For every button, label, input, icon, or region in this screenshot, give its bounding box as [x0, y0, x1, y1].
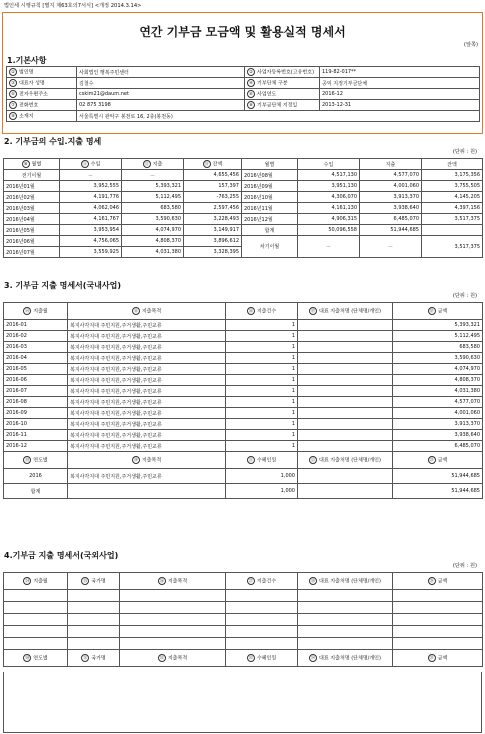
cell: 2016-09 — [4, 408, 68, 419]
cell — [298, 353, 393, 364]
cell: 1 — [226, 397, 298, 408]
header-cell: ⑮ 지출목적 — [68, 303, 226, 320]
cell: 복지사각지대 주민지원,주거생활,주민교류 — [68, 441, 226, 452]
circle-number-icon: ㉖ — [159, 578, 164, 583]
cell: 1 — [226, 419, 298, 430]
cell: 1 — [226, 320, 298, 331]
cell — [298, 408, 393, 419]
yearly-row — [4, 469, 483, 484]
circle-number-icon: ㉟ — [429, 655, 434, 660]
cell: 683,580 — [393, 342, 483, 353]
cell — [298, 469, 393, 484]
table-row — [4, 170, 483, 181]
cell: 1 — [226, 353, 298, 364]
cell: 3,559,925 — [60, 247, 122, 258]
carry-forward-cell: 차기이월 — [242, 236, 298, 258]
label-cell: ① 법인명 — [7, 67, 77, 78]
header-cell: ⑫ 지출 — [122, 159, 184, 170]
table-row — [4, 397, 483, 408]
cell: 합계 — [4, 484, 68, 499]
table-row — [4, 375, 483, 386]
cell: 3,938,640 — [393, 430, 483, 441]
cell: 4,074,970 — [393, 364, 483, 375]
circle-number-icon: ㉔ — [25, 578, 30, 583]
cell: － — [60, 170, 122, 181]
cell: 4,001,060 — [360, 181, 422, 192]
circle-number-6-icon: ⑥ — [247, 90, 255, 98]
header-cell: 지출 — [360, 159, 422, 170]
cell: 4,808,370 — [122, 236, 184, 247]
domestic-expense-table — [3, 302, 483, 499]
cell: 2016-07 — [4, 386, 68, 397]
value-cell: 02 875 3198 — [77, 100, 245, 111]
empty-row — [4, 626, 483, 638]
table-header-row — [4, 650, 483, 667]
cell: 5,112,495 — [122, 192, 184, 203]
table-row — [4, 320, 483, 331]
cell: 4,031,380 — [393, 386, 483, 397]
cell: 2016 — [4, 469, 68, 484]
cell: 복지사각지대 주민지원,주거생활,주민교류 — [68, 342, 226, 353]
circle-number-icon: ⑲ — [25, 457, 30, 462]
circle-number-icon: ㉙ — [429, 578, 434, 583]
cell — [298, 386, 393, 397]
circle-number-5-icon: ⑤ — [9, 90, 17, 98]
cell: 2016년05월 — [4, 225, 60, 236]
value-cell: 119-82-017** — [320, 67, 480, 78]
table-row — [4, 225, 483, 236]
income-expense-table — [3, 158, 483, 258]
table-row — [4, 353, 483, 364]
cell: 3,755,505 — [422, 181, 483, 192]
cell: 2016-08 — [4, 397, 68, 408]
section-2-unit: (단위 : 원) — [452, 149, 477, 155]
cell: 3,590,630 — [122, 214, 184, 225]
header-cell: ㉖ 지출목적 — [120, 573, 226, 590]
cell: 4,074,970 — [122, 225, 184, 236]
cell: 4,577,070 — [393, 397, 483, 408]
circle-number-icon: ㉚ — [25, 655, 30, 660]
cell: 4,306,070 — [298, 192, 360, 203]
label-cell: ④ 기부단체 구분 — [245, 78, 320, 89]
cell: 4,517,130 — [298, 170, 360, 181]
table-row — [4, 181, 483, 192]
cell: 2016년09월 — [242, 181, 298, 192]
cell — [298, 375, 393, 386]
cell: 2016년08월 — [242, 170, 298, 181]
label-cell: ⑥ 사업연도 — [245, 89, 320, 100]
cell: 1 — [226, 364, 298, 375]
total-label-cell: 합계 — [242, 225, 298, 236]
cell — [298, 397, 393, 408]
table-row — [4, 342, 483, 353]
header-cell: 월별 — [242, 159, 298, 170]
cell — [298, 342, 393, 353]
cell: 1 — [226, 331, 298, 342]
label-cell: ⑤ 전자우편주소 — [7, 89, 77, 100]
circle-number-8-icon: ⑧ — [247, 101, 255, 109]
cell: 3,517,375 — [422, 214, 483, 225]
cell: 51,944,685 — [393, 469, 483, 484]
circle-number-icon: ㉑ — [248, 457, 253, 462]
cell: 2016-03 — [4, 342, 68, 353]
cell: 1 — [226, 375, 298, 386]
header-cell: ⑰ 대표 지출처명 (단체명/개인) — [298, 303, 393, 320]
cell: 2016년06월 — [4, 236, 60, 247]
value-cell: 사회법인 행복주민센터 — [77, 67, 245, 78]
cell: 2016년07월 — [4, 247, 60, 258]
table-row — [4, 214, 483, 225]
cell: 4,577,070 — [360, 170, 422, 181]
cell: － — [122, 170, 184, 181]
circle-number-2-icon: ② — [247, 68, 255, 76]
circle-number-icon: ⑳ — [133, 457, 138, 462]
cell: 6,485,070 — [360, 214, 422, 225]
cell: 3,228,493 — [184, 214, 242, 225]
header-cell: ㉘ 대표 지출처명 (단체명/개인) — [298, 573, 393, 590]
header-cell: ㉟ 금액 — [393, 650, 483, 667]
section-3-unit: (단위 : 원) — [452, 293, 477, 299]
cell: 3,175,356 — [422, 170, 483, 181]
cell: 1,000 — [226, 469, 298, 484]
cell: 3,896,612 — [184, 236, 242, 247]
header-cell: ⑱ 금액 — [393, 303, 483, 320]
empty-row — [4, 590, 483, 602]
cell: 1 — [226, 342, 298, 353]
value-cell: cskim21@daum.net — [77, 89, 245, 100]
cell: 4,655,456 — [184, 170, 242, 181]
header-cell: 수입 — [298, 159, 360, 170]
cell: 4,031,380 — [122, 247, 184, 258]
circle-number-icon: ⑩ — [22, 160, 30, 168]
basic-info-table — [6, 66, 480, 122]
cell — [298, 430, 393, 441]
cell: 3,913,370 — [360, 192, 422, 203]
label-cell: ⑦ 전화번호 — [7, 100, 77, 111]
cell: 4,062,046 — [60, 203, 122, 214]
value-cell: 공익 지정기부금단체 — [320, 78, 480, 89]
cell: 6,485,070 — [393, 441, 483, 452]
cell: 3,517,375 — [422, 236, 483, 258]
cell: 157,397 — [184, 181, 242, 192]
cell: 1 — [226, 441, 298, 452]
cell: 복지사각지대 주민지원,주거생활,주민교류 — [68, 364, 226, 375]
cell — [298, 419, 393, 430]
cell: 3,952,555 — [60, 181, 122, 192]
cell: 2016년04월 — [4, 214, 60, 225]
cell — [298, 320, 393, 331]
cell: 1,000 — [226, 484, 298, 499]
basic-row — [7, 67, 480, 78]
cell: 5,112,495 — [393, 331, 483, 342]
header-cell: ⑪ 수입 — [60, 159, 122, 170]
cell: － — [298, 236, 360, 258]
overseas-blank-area — [3, 672, 482, 733]
cell: -763,255 — [184, 192, 242, 203]
cell: 2016-01 — [4, 320, 68, 331]
cell: 2016-04 — [4, 353, 68, 364]
circle-number-icon: ⑫ — [144, 161, 149, 166]
cell: 51,944,685 — [393, 484, 483, 499]
cell: 2016년02월 — [4, 192, 60, 203]
circle-number-icon: ㉓ — [429, 457, 434, 462]
header-cell: ㉓ 금액 — [393, 452, 483, 469]
section-4-unit: (단위 : 원) — [452, 563, 477, 569]
cell: 2016년11월 — [242, 203, 298, 214]
cell: 복지사각지대 주민지원,주거생활,주민교류 — [68, 375, 226, 386]
circle-number-icon: ⑯ — [248, 308, 253, 313]
circle-number-icon: ㉒ — [311, 457, 316, 462]
table-row — [4, 192, 483, 203]
cell: 전기이월 — [4, 170, 60, 181]
table-header-row — [4, 159, 483, 170]
table-row — [4, 364, 483, 375]
cell: 2016-11 — [4, 430, 68, 441]
cell: 3,590,630 — [393, 353, 483, 364]
table-row — [4, 331, 483, 342]
cell: 4,001,060 — [393, 408, 483, 419]
cell: 4,161,130 — [298, 203, 360, 214]
cell: 2016-02 — [4, 331, 68, 342]
header-cell: ⑯ 지출건수 — [226, 303, 298, 320]
cell: － — [360, 236, 422, 258]
circle-number-icon: ㉛ — [83, 655, 88, 660]
header-cell: ㉛ 국가명 — [68, 650, 120, 667]
cell — [422, 225, 483, 236]
value-cell: 김철수 — [77, 78, 245, 89]
cell: 복지사각지대 주민지원,주거생활,주민교류 — [68, 320, 226, 331]
cell: 4,161,767 — [60, 214, 122, 225]
table-header-row — [4, 452, 483, 469]
cell: 2016년12월 — [242, 214, 298, 225]
cell: 2016-12 — [4, 441, 68, 452]
table-row — [4, 441, 483, 452]
cell: 3,951,130 — [298, 181, 360, 192]
form-frame — [2, 12, 483, 134]
label-cell: ⑧ 기부금단체 지정일 — [245, 100, 320, 111]
table-header-row — [4, 573, 483, 590]
basic-row — [7, 111, 480, 122]
label-cell: ⑨ 소재지 — [7, 111, 77, 122]
cell: 2016-05 — [4, 364, 68, 375]
section-1-title: 1.기본사항 — [7, 56, 47, 65]
basic-row — [7, 100, 480, 111]
circle-number-9-icon: ⑨ — [9, 112, 17, 120]
header-cell: ㉔ 지출월 — [4, 573, 68, 590]
cell: 683,580 — [122, 203, 184, 214]
circle-number-icon: ⑪ — [82, 161, 87, 166]
table-row — [4, 386, 483, 397]
empty-row — [4, 602, 483, 614]
cell: 4,145,205 — [422, 192, 483, 203]
table-row — [4, 408, 483, 419]
header-cell: ㉒ 대표 지출처명 (단체명/개인) — [298, 452, 393, 469]
basic-row — [7, 78, 480, 89]
cell — [68, 484, 226, 499]
cell — [298, 331, 393, 342]
header-cell: ⑳ 지출목적 — [68, 452, 226, 469]
cell — [298, 364, 393, 375]
circle-number-1-icon: ① — [9, 68, 17, 76]
table-row — [4, 203, 483, 214]
cell: 50,096,558 — [298, 225, 360, 236]
cell: 2016-06 — [4, 375, 68, 386]
value-cell: 2016-12 — [320, 89, 480, 100]
form-header-note: 법인세 시행규칙 [별지 제63호의7서식] <개정 2014.3.14> — [4, 3, 142, 9]
empty-row — [4, 638, 483, 650]
table-header-row — [4, 303, 483, 320]
header-cell: ㉙ 금액 — [393, 573, 483, 590]
header-cell: ㉚ 연도별 — [4, 650, 68, 667]
circle-number-icon: ⑭ — [25, 308, 30, 313]
circle-number-icon: ㉘ — [311, 578, 316, 583]
total-row — [4, 484, 483, 499]
cell: 3,149,917 — [184, 225, 242, 236]
cell: 4,191,776 — [60, 192, 122, 203]
cell: 복지사각지대 주민지원,주거생활,주민교류 — [68, 430, 226, 441]
circle-number-icon: ⑰ — [311, 308, 316, 313]
header-cell: ㉕ 국가명 — [68, 573, 120, 590]
cell: 3,953,954 — [60, 225, 122, 236]
table-row — [4, 430, 483, 441]
label-cell: ② 사업자등록번호(고유번호) — [245, 67, 320, 78]
label-cell: ③ 대표자 성명 — [7, 78, 77, 89]
section-3-title: 3. 기부금 지출 명세서(국내사업) — [4, 281, 122, 290]
circle-number-icon: ⑮ — [133, 308, 138, 313]
circle-number-icon: ㉗ — [248, 578, 253, 583]
cell: 2,597,456 — [184, 203, 242, 214]
cell: 3,328,395 — [184, 247, 242, 258]
circle-number-7-icon: ⑦ — [9, 101, 17, 109]
cell: 복지사각지대 주민지원,주거생활,주민교류 — [68, 397, 226, 408]
circle-number-icon: ⑬ — [204, 161, 209, 166]
table-row — [4, 236, 483, 247]
cell: 1 — [226, 430, 298, 441]
cell: 3,938,640 — [360, 203, 422, 214]
circle-number-icon: ㉞ — [311, 655, 316, 660]
cell: 5,393,321 — [122, 181, 184, 192]
circle-number-4-icon: ④ — [247, 79, 255, 87]
circle-number-icon: ㉕ — [83, 578, 88, 583]
empty-row — [4, 614, 483, 626]
header-cell: ⑩ 월별 — [4, 159, 60, 170]
page-mark: (앞쪽) — [463, 42, 478, 48]
value-cell: 서울특별시 관악구 봉천로 16, 2층(봉천동) — [77, 111, 480, 122]
cell: 4,808,370 — [393, 375, 483, 386]
header-cell: ㉗ 지출건수 — [226, 573, 298, 590]
cell: 51,944,685 — [360, 225, 422, 236]
header-cell: ㉑ 수혜인원 — [226, 452, 298, 469]
cell: 4,906,315 — [298, 214, 360, 225]
cell: 복지사각지대 주민지원,주거생활,주민교류 — [68, 419, 226, 430]
cell: 2016-10 — [4, 419, 68, 430]
circle-number-3-icon: ③ — [9, 79, 17, 87]
table-row — [4, 419, 483, 430]
cell: 4,397,156 — [422, 203, 483, 214]
page-title: 연간 기부금 모금액 및 활용실적 명세서 — [139, 25, 346, 39]
cell: 복지사각지대 주민지원,주거생활,주민교류 — [68, 353, 226, 364]
cell: 2016년10월 — [242, 192, 298, 203]
header-cell: 잔액 — [422, 159, 483, 170]
header-cell: ㉝ 수혜인원 — [226, 650, 298, 667]
cell: 4,756,065 — [60, 236, 122, 247]
section-2-title: 2. 기부금의 수입.지출 명세 — [4, 137, 102, 146]
cell: 복지사각지대 주민지원,주거생활,주민교류 — [68, 408, 226, 419]
header-cell: ㉞ 대표 지출처명 (단체명/개인) — [298, 650, 393, 667]
cell — [298, 441, 393, 452]
cell: 복지사각지대 주민지원,주거생활,주민교류 — [68, 469, 226, 484]
circle-number-icon: ㉜ — [159, 655, 164, 660]
basic-row — [7, 89, 480, 100]
header-cell: ㉜ 지출목적 — [120, 650, 226, 667]
cell: 2016년01월 — [4, 181, 60, 192]
cell: 1 — [226, 408, 298, 419]
circle-number-icon: ⑱ — [429, 308, 434, 313]
cell: 2016년03월 — [4, 203, 60, 214]
cell: 3,913,370 — [393, 419, 483, 430]
header-cell: ⑭ 지출월 — [4, 303, 68, 320]
cell: 복지사각지대 주민지원,주거생활,주민교류 — [68, 331, 226, 342]
overseas-expense-table — [3, 572, 483, 667]
circle-number-icon: ㉝ — [248, 655, 253, 660]
header-cell: ⑲ 연도별 — [4, 452, 68, 469]
cell: 5,393,321 — [393, 320, 483, 331]
cell: 복지사각지대 주민지원,주거생활,주민교류 — [68, 386, 226, 397]
header-cell: ⑬ 잔액 — [184, 159, 242, 170]
value-cell: 2013-12-31 — [320, 100, 480, 111]
cell — [298, 484, 393, 499]
section-4-title: 4.기부금 지출 명세서(국외사업) — [4, 551, 119, 560]
cell: 1 — [226, 386, 298, 397]
